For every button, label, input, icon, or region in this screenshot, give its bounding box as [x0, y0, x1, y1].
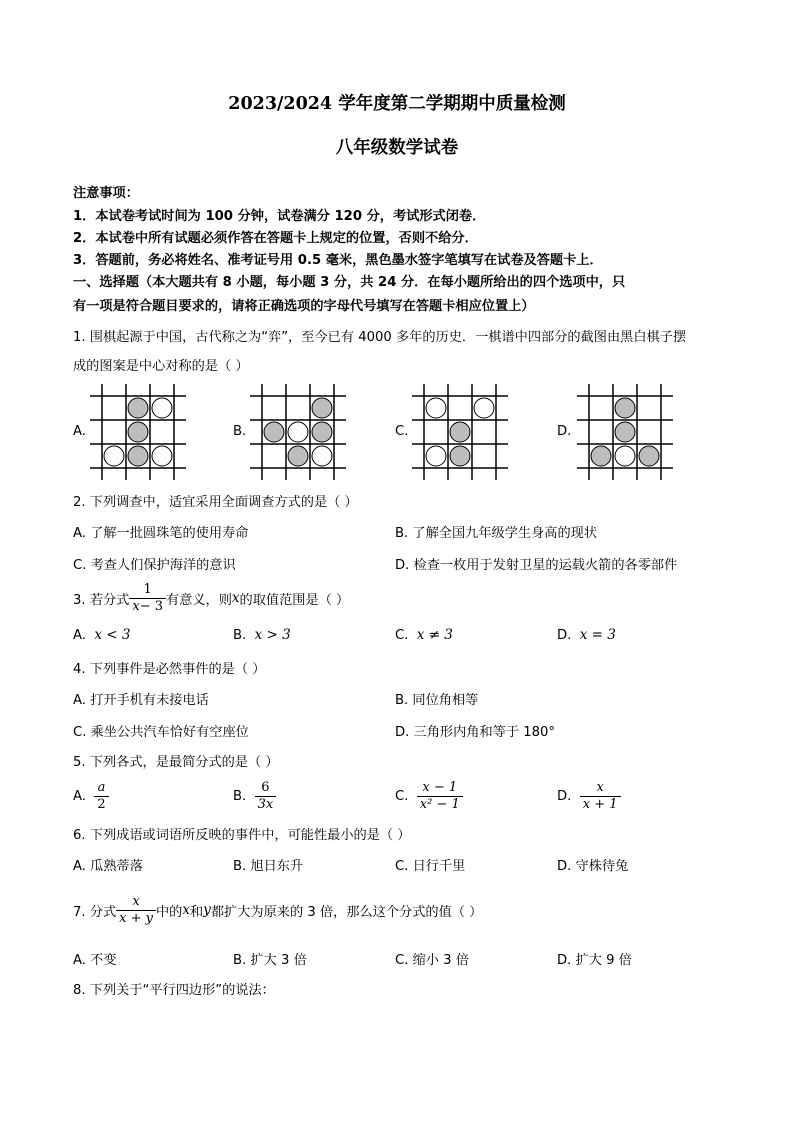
q5-option-a — [73, 776, 109, 816]
q2-stem: 2. 下列调查中，适宜采用全面调查方式的是（ ） — [73, 495, 358, 510]
go-board-a — [90, 384, 186, 480]
q6-stem: 6. 下列成语或词语所反映的事件中，可能性最小的是（ ） — [73, 828, 411, 843]
q5-option-c-label: C. — [395, 788, 409, 804]
stone-white — [426, 446, 446, 466]
q5-a-denominator: 2 — [94, 796, 108, 813]
stone-white — [104, 446, 124, 466]
stone-grey — [312, 398, 332, 418]
q3-prefix: 3. 若分式 — [73, 592, 130, 608]
exam-subtitle: 八年级数学试卷 — [335, 138, 459, 158]
q3-option-b-expr: x > 3 — [254, 627, 291, 643]
q6-option-b: B. 旭日东升 — [233, 859, 304, 874]
stone-grey — [615, 422, 635, 442]
q7-and: 和 — [190, 904, 204, 920]
q5-option-d-fraction — [580, 780, 621, 813]
q5-b-numerator: 6 — [261, 779, 270, 795]
q7-mid: 中的 — [156, 904, 183, 920]
q3-option-c-label: C. — [395, 628, 409, 643]
q3-suffix: 的取值范围是（ ） — [239, 592, 350, 608]
q4-option-a: A. 打开手机有未接电话 — [73, 693, 209, 708]
q7-fraction — [116, 894, 156, 927]
q5-c-numerator: x − 1 — [422, 779, 458, 795]
q5-option-b-fraction — [255, 780, 277, 813]
q3-option-b — [233, 627, 291, 643]
stone-grey — [128, 422, 148, 442]
q5-option-d-label: D. — [557, 788, 572, 804]
q3-fraction-denominator — [129, 598, 166, 615]
q7-option-b: B. 扩大 3 倍 — [233, 953, 307, 968]
q7-numerator: x — [132, 893, 140, 909]
section-heading-line1: 一、选择题（本大题共有 8 小题，每小题 3 分，共 24 分．在每小题所给出的四个选项中，只 — [73, 275, 626, 290]
q5-b-denominator: 3x — [255, 796, 277, 813]
q7-suffix: 都扩大为原来的 3 倍，那么这个分式的值（ ） — [210, 904, 483, 920]
q3-fraction — [129, 582, 166, 615]
q3-mid: 有意义，则 — [165, 592, 232, 608]
stone-white — [288, 422, 308, 442]
q5-option-b-label: B. — [233, 788, 247, 804]
stone-grey — [264, 422, 284, 442]
stone-white — [312, 446, 332, 466]
q2-option-b: B. 了解全国九年级学生身高的现状 — [395, 526, 598, 541]
q1-option-d-label: D. — [557, 424, 572, 439]
q6-option-c: C. 日行千里 — [395, 859, 466, 874]
stone-grey — [288, 446, 308, 466]
q5-option-b — [233, 776, 276, 816]
q1-option-b-label: B. — [233, 424, 247, 439]
q2-option-c: C. 考查人们保护海洋的意识 — [73, 558, 236, 573]
q3-var: x — [231, 590, 240, 606]
q5-option-c — [395, 776, 463, 816]
q7-denominator: x + y — [116, 910, 156, 927]
q3-option-a-expr: x < 3 — [94, 627, 131, 643]
stone-white — [152, 398, 172, 418]
q6-option-a: A. 瓜熟蒂落 — [73, 859, 143, 874]
notice-heading: 注意事项： — [73, 186, 139, 201]
q7-stem — [73, 890, 482, 930]
stone-grey — [450, 422, 470, 442]
q7-option-c: C. 缩小 3 倍 — [395, 953, 469, 968]
go-board-d — [577, 384, 673, 480]
q3-option-c — [395, 627, 453, 643]
q7-var-x: x — [182, 902, 190, 918]
stone-grey — [128, 446, 148, 466]
q8-stem: 8. 下列关于“平行四边形”的说法： — [73, 983, 275, 998]
q7-var-y: y — [203, 902, 211, 918]
q4-option-d: D. 三角形内角和等于 180° — [395, 725, 555, 740]
q3-fraction-numerator: 1 — [143, 581, 152, 597]
q7-option-a: A. 不变 — [73, 953, 117, 968]
q5-option-d — [557, 776, 621, 816]
q3-option-d-expr: x = 3 — [579, 627, 616, 643]
q5-option-a-label: A. — [73, 788, 86, 804]
q1-stem-line1: 1. 围棋起源于中国，古代称之为“弈”，至今已有 4000 多年的历史．一棋谱中四部分的截图由黑白棋子摆 — [73, 330, 687, 345]
section-heading-line2: 有一项是符合题目要求的，请将正确选项的字母代号填写在答题卡相应位置上） — [73, 299, 535, 314]
exam-title: 2023/2024 学年度第二学期期中质量检测 — [228, 94, 566, 114]
stone-white — [474, 398, 494, 418]
stone-white — [615, 446, 635, 466]
q3-option-b-label: B. — [233, 628, 247, 643]
q5-a-numerator: a — [97, 779, 106, 795]
notice-item-3: 3．答题前，务必将姓名、准考证号用 0.5 毫米，黑色墨水签字笔填写在试卷及答题卡上． — [73, 253, 603, 268]
q7-option-d: D. 扩大 9 倍 — [557, 953, 632, 968]
q2-option-a: A. 了解一批圆珠笔的使用寿命 — [73, 526, 249, 541]
q3-option-c-expr: x ≠ 3 — [416, 627, 453, 643]
q1-stem-line2: 成的图案是中心对称的是（ ） — [73, 359, 249, 374]
stone-white — [152, 446, 172, 466]
q4-option-c: C. 乘坐公共汽车恰好有空座位 — [73, 725, 249, 740]
notice-item-1: 1．本试卷考试时间为 100 分钟，试卷满分 120 分，考试形式闭卷． — [73, 209, 486, 224]
stone-grey — [639, 446, 659, 466]
q2-option-d: D. 检查一枚用于发射卫星的运载火箭的各零部件 — [395, 558, 678, 573]
q3-den-rest: − 3 — [139, 598, 163, 614]
q5-d-numerator: x — [596, 779, 604, 795]
q1-option-c-label: C. — [395, 424, 409, 439]
q3-option-a-label: A. — [73, 628, 86, 643]
q5-d-denominator: x + 1 — [580, 796, 621, 813]
stone-grey — [591, 446, 611, 466]
q3-option-d-label: D. — [557, 628, 572, 643]
stone-grey — [450, 446, 470, 466]
q5-stem: 5. 下列各式，是最简分式的是（ ） — [73, 755, 279, 770]
q3-den-var: x — [132, 598, 140, 614]
q3-option-a — [73, 627, 130, 643]
go-board-c — [412, 384, 508, 480]
q5-option-c-fraction — [417, 780, 463, 813]
q6-option-d: D. 守株待兔 — [557, 859, 629, 874]
q1-option-a-label: A. — [73, 424, 86, 439]
q3-option-d — [557, 627, 616, 643]
q7-prefix: 7. 分式 — [73, 904, 117, 920]
notice-item-2: 2．本试卷中所有试题必须作答在答题卡上规定的位置，否则不给分． — [73, 231, 478, 246]
q5-option-a-fraction — [94, 780, 108, 813]
stone-grey — [615, 398, 635, 418]
q3-stem — [73, 578, 349, 618]
q4-stem: 4. 下列事件是必然事件的是（ ） — [73, 662, 266, 677]
stone-white — [426, 398, 446, 418]
go-board-b — [250, 384, 346, 480]
stone-grey — [312, 422, 332, 442]
q4-option-b: B. 同位角相等 — [395, 693, 479, 708]
stone-grey — [128, 398, 148, 418]
q5-c-denominator: x² − 1 — [417, 796, 463, 813]
